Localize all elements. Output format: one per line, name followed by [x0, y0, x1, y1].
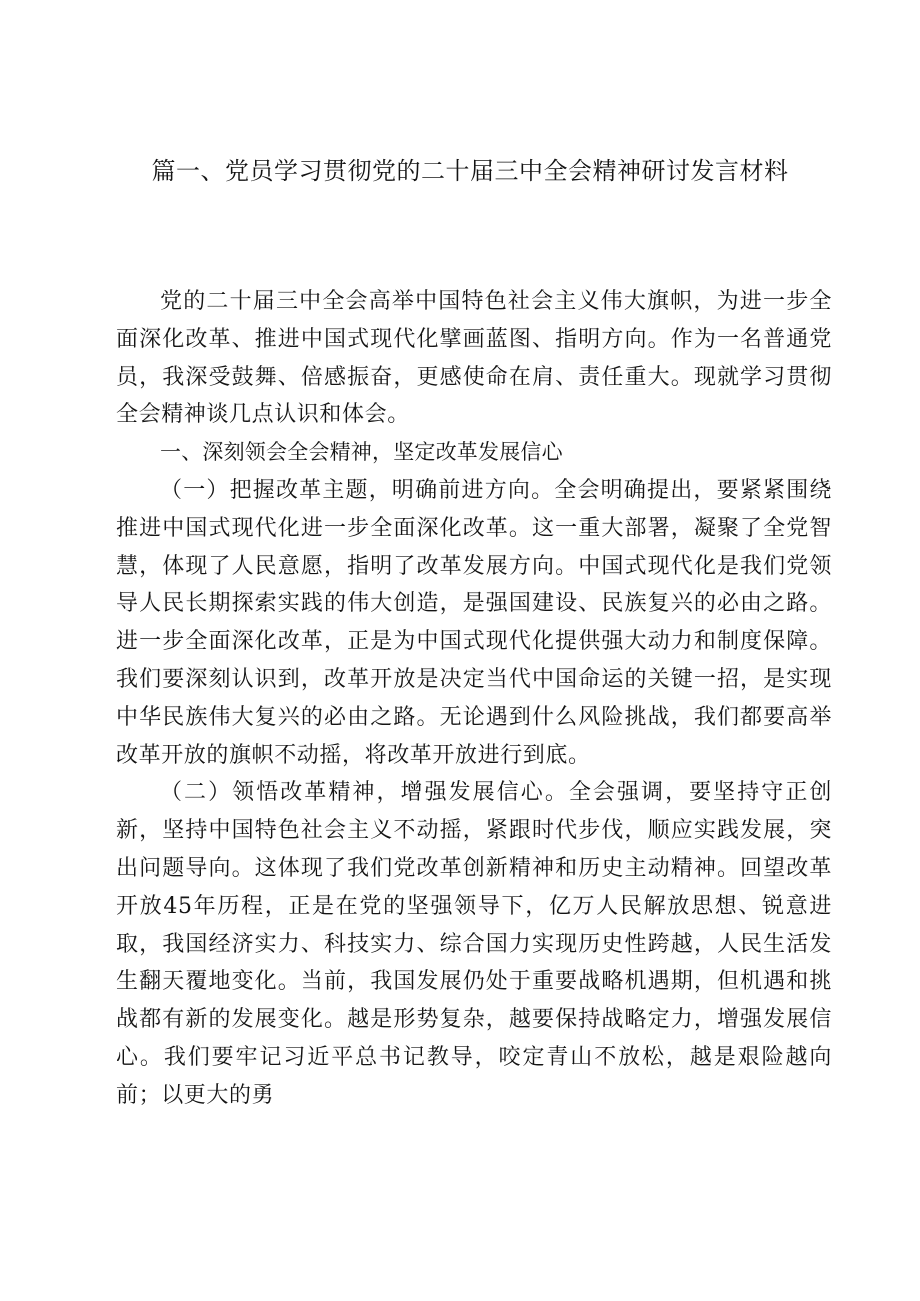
document-title: 篇一、党员学习贯彻党的二十届三中全会精神研讨发言材料	[151, 157, 789, 185]
document-body	[116, 283, 832, 1115]
intro-paragraph: 党的二十届三中全会高举中国特色社会主义伟大旗帜，为进一步全面深化改革、推进中国式现代化擘画蓝图、指明方向。作为一名普通党员，我深受鼓舞、倍感振奋，更感使命在肩、责任重大。现就学习贯彻全会精神谈几点认识和体会。	[116, 289, 832, 428]
paragraph-1: （一）把握改革主题，明确前进方向。全会明确提出，要紧紧围绕推进中国式现代化进一步全面深化改革。这一重大部署，凝聚了全党智慧，体现了人民意愿，指明了改革发展方向。中国式现代化是我们党领导人民长期探索实践的伟大创造，是强国建设、民族复兴的必由之路。进一步全面深化改革，正是为中国式现代化提供强大动力和制度保障。我们要深刻认识到，改革开放是决定当代中国命运的关键一招，是实现中华民族伟大复兴的必由之路。无论遇到什么风险挑战，我们都要高举改革开放的旗帜不动摇，将改革开放进行到底。	[116, 477, 832, 768]
section-heading: 一、深刻领会全会精神，坚定改革发展信心	[160, 440, 563, 465]
paragraph-2: （二）领悟改革精神，增强发展信心。全会强调，要坚持守正创新，坚持中国特色社会主义不动摇，紧跟时代步伐，顺应实践发展，突出问题导向。这体现了我们党改革创新精神和历史主动精神。回望改革开放45年历程，正是在党的坚强领导下，亿万人民解放思想、锐意进取，我国经济实力、科技实力、综合国力实现历史性跨越，人民生活发生翻天覆地变化。当前，我国发展仍处于重要战略机遇期，但机遇和挑战都有新的发展变化。越是形势复杂，越要保持战略定力，增强发展信心。我们要牢记习近平总书记教导，咬定青山不放松，越是艰险越向前；以更大的勇	[116, 780, 832, 1108]
